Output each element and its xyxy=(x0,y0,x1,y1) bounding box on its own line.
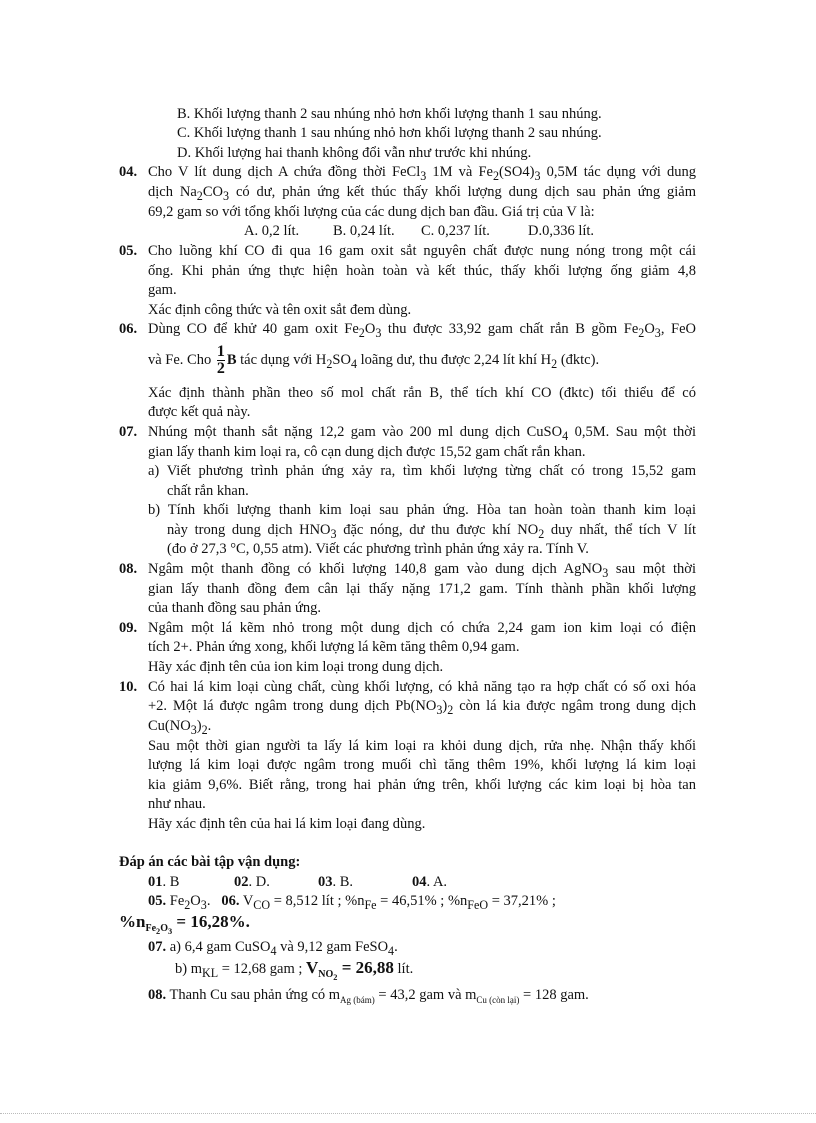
q10-line-8: Hãy xác định tên của hai lá kim loại đang dùng. xyxy=(148,816,426,832)
answer-02: 02. D. xyxy=(234,874,270,890)
q10-line-1: Có hai lá kim loại cùng chất, cùng khối lượng, có khả năng tạo ra hợp chất có số oxi hóa xyxy=(148,679,696,695)
q04-option-c: C. 0,237 lít. xyxy=(421,223,490,239)
q05-number: 05. xyxy=(119,243,138,259)
q04-line-1: Cho V lít dung dịch A chứa đồng thời FeCl$_3$ 1M và $Fe_2(SO4)_3$ 0,5M tác dụng với dung xyxy=(148,164,696,183)
q08-line-3: của thanh đồng sau phản ứng. xyxy=(148,600,321,616)
answer-03: 03. B. xyxy=(318,874,354,890)
q04-option-d: D.0,336 lít. xyxy=(528,223,595,239)
q10-line-2: +2. Một lá được ngâm trong dung dịch $Pb(NO_3)_2$ còn lá kia được ngâm trong dung dịch xyxy=(148,698,696,717)
q08-line-1: Ngâm một thanh đồng có khối lượng 140,8 gam vào dung dịch AgNO$_3$ sau một thời xyxy=(148,561,696,580)
q05-line-4: Xác định công thức và tên oxit sắt đem dùng. xyxy=(148,302,412,318)
q09-line-1: Ngâm một lá kẽm nhỏ trong một dung dịch có chứa 2,24 gam ion kim loại có điện xyxy=(148,620,696,636)
q07-line-1: Nhúng một thanh sắt nặng 12,2 gam vào 200 ml dung dịch CuSO$_4$ 0,5M. Sau một thời xyxy=(148,424,696,443)
answer-06-fe2o3: $\%n_{Fe_2O_3} = 16,28\%$. xyxy=(119,912,250,937)
q10-line-4: Sau một thời gian người ta lấy lá kim loại ra khỏi dung dịch, rửa nhẹ. Nhận thấy khối xyxy=(148,738,696,754)
answer-07-b: b) $m_{KL} = 12,68$ gam ; $V_{NO_2} = 26,88$ lít. xyxy=(175,958,414,983)
q05-line-1: Cho luồng khí CO đi qua 16 gam oxit sắt nguyên chất được nung nóng trong một cái xyxy=(148,243,696,259)
q05-line-2: ống. Khi phản ứng thực hiện hoàn toàn và kết thúc, thấy khối lượng ống giảm 4,8 xyxy=(148,263,696,279)
q10-number: 10. xyxy=(119,679,138,695)
q07-part-a-cont: chất rắn khan. xyxy=(167,483,249,499)
q08-line-2: gian lấy thanh đồng đem cân lại thấy nặng 171,2 gam. Tính thành phần khối lượng xyxy=(148,581,696,597)
q08-number: 08. xyxy=(119,561,138,577)
answer-05-06: 05. $Fe_2O_3$. 06. $V_{CO} = 8,512$ lít ; $\%n_{Fe} = 46,51\%$ ; $\%n_{FeO} = 37,21\%$ ; xyxy=(148,893,556,912)
q07-part-b-cont-2: (đo ở 27,3 °C, 0,55 atm). Viết các phương trình phản ứng xảy ra. Tính V. xyxy=(167,541,589,557)
q07-line-2: gian lấy thanh kim loại ra, cô cạn dung dịch được 15,52 gam chất rắn khan. xyxy=(148,444,586,460)
q09-line-2: tích 2+. Phản ứng xong, khối lượng lá kẽm tăng thêm 0,94 gam. xyxy=(148,639,520,655)
q04-line-3: 69,2 gam so với tổng khối lượng của các dung dịch ban đầu. Giá trị của V là: xyxy=(148,204,595,220)
q06-line-2: và Fe. Cho $\frac{1}{2}$ B tác dụng với $H_2SO_4$ loãng dư, thu được 2,24 lít khí $H_2$ (đktc). xyxy=(148,343,600,378)
q09-line-3: Hãy xác định tên của ion kim loại trong dung dịch. xyxy=(148,659,444,675)
option-b-line: B. Khối lượng thanh 2 sau nhúng nhỏ hơn khối lượng thanh 1 sau nhúng. xyxy=(177,106,602,122)
q07-number: 07. xyxy=(119,424,138,440)
q06-line-3: Xác định thành phần theo số mol chất rắn B, thể tích khí CO (đktc) tối thiểu để có xyxy=(148,385,696,401)
answer-07-a: 07. a) 6,4 gam CuSO$_4$ và 9,12 gam FeSO$_4$. xyxy=(148,939,398,958)
option-d-line: D. Khối lượng hai thanh không đổi vẫn như trước khi nhúng. xyxy=(177,145,532,161)
q04-option-b: B. 0,24 lít. xyxy=(333,223,395,239)
q04-number: 04. xyxy=(119,164,138,180)
q06-number: 06. xyxy=(119,321,138,337)
page-bottom-border xyxy=(0,1113,816,1115)
option-c-line: C. Khối lượng thanh 1 sau nhúng nhỏ hơn khối lượng thanh 2 sau nhúng. xyxy=(177,125,602,141)
q07-part-b: b) Tính khối lượng thanh kim loại sau phản ứng. Hòa tan hoàn toàn thanh kim loại xyxy=(148,502,696,518)
q06-line-4: được kết quả này. xyxy=(148,404,251,420)
answer-04: 04. A. xyxy=(412,874,448,890)
q10-line-3: $Cu(NO_3)_2$. xyxy=(148,718,212,737)
answer-08: 08. Thanh Cu sau phản ứng có $m_{Ag (bám)} = 43,2$ gam và $m_{Cu (còn lại)} = 128$ gam. xyxy=(148,987,589,1005)
q04-line-2: dịch $Na_2CO_3$ có dư, phản ứng kết thúc thấy khối lượng dung dịch sau phản ứng giảm xyxy=(148,184,697,203)
q10-line-5: lượng lá kim loại được ngâm trong muối chì tăng thêm 19%, khối lượng lá kim loại xyxy=(148,757,696,773)
answer-01: 01. B xyxy=(148,874,180,890)
q04-option-a: A. 0,2 lít. xyxy=(244,223,300,239)
q09-number: 09. xyxy=(119,620,138,636)
fraction-one-half: $\frac{1}{2}$ xyxy=(216,343,225,378)
q10-line-7: như nhau. xyxy=(148,796,206,812)
q10-line-6: kia giảm 9,6%. Biết rằng, trong hai phản ứng trên, khối lượng các kim loại bị hòa tan xyxy=(148,777,696,793)
answers-heading: Đáp án các bài tập vận dụng: xyxy=(119,854,301,870)
q07-part-b-cont-1: này trong dung dịch $HNO_3$ đặc nóng, dư thu được khí $NO_2$ duy nhất, thể tích V lít xyxy=(167,522,696,541)
q05-line-3: gam. xyxy=(148,282,177,298)
q07-part-a: a) Viết phương trình phản ứng xảy ra, tìm khối lượng từng chất có trong 15,52 gam xyxy=(148,463,696,479)
q06-line-1: Dùng CO để khử 40 gam oxit $Fe_2O_3$ thu được 33,92 gam chất rắn B gồm $Fe_2O_3$, FeO xyxy=(148,321,696,340)
